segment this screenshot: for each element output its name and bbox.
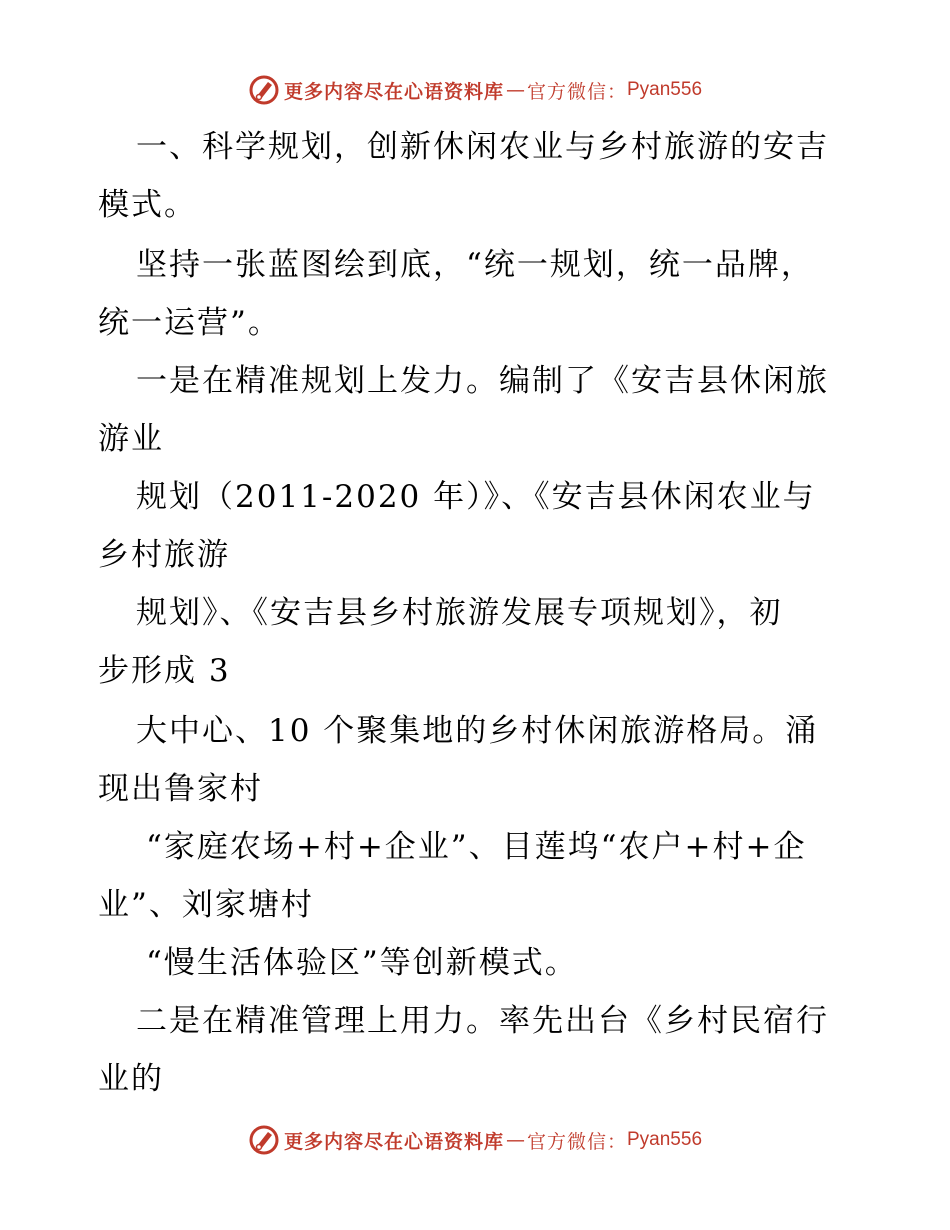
text-line: 乡村旅游	[98, 537, 230, 573]
banner-wechat-label: 官方微信：	[526, 1130, 627, 1153]
text-line: 业”、刘家塘村	[98, 887, 314, 923]
text-line: 二是在精准管理上用力。率先出台《乡村民宿行	[136, 1003, 829, 1039]
banner-wechat-id: Pyan556	[627, 1129, 703, 1150]
text-line: 坚持一张蓝图绘到底，“统一规划，统一品牌，	[136, 247, 814, 283]
banner-dash: —	[505, 1129, 525, 1151]
banner-wechat-label: 官方微信：	[526, 80, 627, 103]
text-line: 一是在精准规划上发力。编制了《安吉县休闲旅	[136, 363, 829, 399]
text-line: 大中心、10 个聚集地的乡村休闲旅游格局。涌	[136, 713, 819, 749]
pen-logo-icon	[248, 74, 280, 106]
text-line: 模式。	[98, 187, 197, 223]
header-watermark-banner	[0, 70, 950, 110]
banner-site-text: 更多内容尽在心语资料库	[283, 1130, 504, 1153]
pen-logo-icon	[248, 1124, 280, 1156]
text-line: 步形成 3	[98, 653, 231, 689]
banner-dash: —	[505, 79, 525, 101]
footer-watermark-banner	[0, 1120, 950, 1160]
text-line: 一、科学规划，创新休闲农业与乡村旅游的安吉	[136, 129, 829, 165]
text-line: 业的	[98, 1061, 164, 1097]
text-line: 规划（2011-2020 年）》、《安吉县休闲农业与	[136, 479, 816, 515]
text-line: 规划》、《安吉县乡村旅游发展专项规划》，初	[136, 595, 783, 631]
text-line: “家庭农场+村+企业”、目莲坞“农户+村+企	[146, 829, 807, 865]
banner-wechat-id: Pyan556	[627, 79, 703, 100]
text-line: 游业	[98, 421, 164, 457]
text-line: 现出鲁家村	[98, 771, 263, 807]
text-line: 统一运营”。	[98, 305, 281, 341]
text-line: “慢生活体验区”等创新模式。	[146, 945, 578, 981]
banner-site-text: 更多内容尽在心语资料库	[283, 80, 504, 103]
